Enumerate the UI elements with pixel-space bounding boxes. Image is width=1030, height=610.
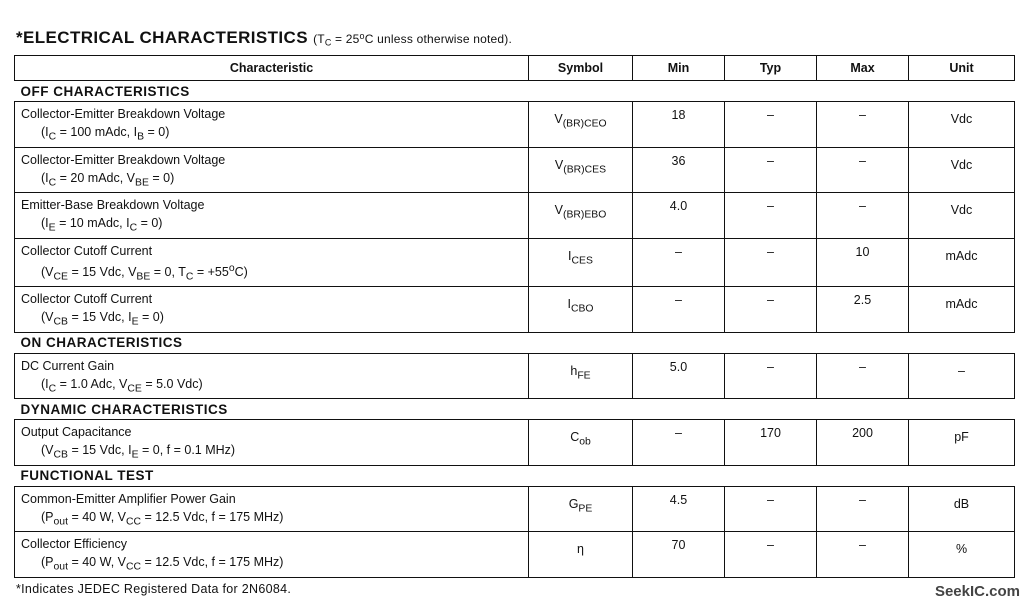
symbol: $h_{FE}$: [570, 363, 591, 382]
unit-value: Vdc: [950, 157, 973, 172]
cell-max: [817, 287, 909, 333]
min-value: –: [675, 426, 682, 441]
unit-value: –: [958, 363, 965, 378]
cell-min: [633, 238, 725, 287]
min-value: 4.0: [669, 199, 688, 213]
unit-value: dB: [953, 496, 970, 511]
max-value: –: [859, 538, 866, 553]
test-condition: ($V_{CE} = 15$ Vdc, $V_{BE} = 0$, $T_C = +55^oC$): [41, 262, 248, 283]
unit-value: mAdc: [945, 248, 978, 263]
cell-max: [817, 353, 909, 399]
cell-max: [817, 486, 909, 532]
cell-typ: [725, 102, 817, 148]
cell-min: [633, 486, 725, 532]
test-condition: ($I_C = 20$ mAdc, $V_{BE} = 0$): [41, 170, 175, 188]
cell-min: [633, 287, 725, 333]
symbol: $V_{(BR)CES}$: [554, 157, 607, 175]
cell-characteristic: [15, 238, 529, 287]
table-row: [15, 486, 1015, 532]
section-on: ON CHARACTERISTICS: [15, 332, 1015, 353]
min-value: –: [675, 293, 682, 308]
header-min: Min: [633, 56, 725, 81]
cell-min: [633, 147, 725, 193]
symbol: η: [577, 542, 584, 557]
cell-symbol: [529, 102, 633, 148]
header-max: Max: [817, 56, 909, 81]
table-row: [15, 353, 1015, 399]
section-dynamic: DYNAMIC CHARACTERISTICS: [15, 399, 1015, 420]
symbol: $I_{CBO}$: [567, 297, 594, 315]
max-value: –: [859, 359, 866, 374]
cell-min: [633, 532, 725, 578]
min-value: –: [675, 244, 682, 259]
cell-max: [817, 147, 909, 193]
typ-value: –: [767, 538, 774, 553]
table-row: [15, 238, 1015, 287]
cell-symbol: [529, 193, 633, 239]
cell-max: [817, 532, 909, 578]
max-value: 2.5: [853, 293, 872, 308]
typ-value: –: [767, 199, 774, 213]
cell-characteristic: [15, 193, 529, 239]
table-row: [15, 147, 1015, 193]
watermark: SeekIC.com: [934, 583, 1020, 600]
cell-characteristic: [15, 353, 529, 399]
cell-typ: [725, 147, 817, 193]
max-value: 10: [855, 244, 870, 259]
unit-value: Vdc: [950, 112, 973, 126]
test-condition: ($P_{out} = 40$ W, $V_{CC} = 12.5$ Vdc, f = 175 MHz): [41, 509, 284, 528]
characteristic-name: Collector Efficiency: [21, 537, 128, 552]
typ-value: 170: [760, 426, 781, 441]
header-typ: Typ: [725, 56, 817, 81]
title-main: *ELECTRICAL CHARACTERISTICS: [16, 28, 308, 47]
max-value: –: [859, 199, 866, 213]
min-value: 5.0: [669, 359, 688, 374]
cell-typ: [725, 532, 817, 578]
typ-value: –: [767, 153, 774, 168]
cell-typ: [725, 353, 817, 399]
test-condition: ($P_{out} = 40$ W, $V_{CC} = 12.5$ Vdc, f = 175 MHz): [41, 555, 284, 573]
symbol: $G_{PE}$: [568, 496, 593, 515]
characteristic-name: Common-Emitter Amplifier Power Gain: [21, 491, 236, 506]
unit-value: Vdc: [950, 203, 973, 217]
header-row: [15, 56, 1015, 81]
cell-unit: [909, 102, 1015, 148]
unit-value: %: [955, 542, 968, 557]
typ-value: –: [767, 108, 774, 122]
min-value: 36: [671, 153, 686, 168]
min-value: 18: [671, 108, 686, 122]
table-row: [15, 287, 1015, 333]
cell-unit: [909, 193, 1015, 239]
typ-value: –: [767, 293, 774, 308]
symbol: $I_{CES}$: [568, 248, 593, 266]
cell-max: [817, 102, 909, 148]
max-value: –: [859, 153, 866, 168]
cell-unit: [909, 532, 1015, 578]
footnote: *Indicates JEDEC Registered Data for 2N6084.: [16, 582, 292, 596]
symbol: $V_{(BR)EBO}$: [554, 203, 607, 221]
cell-max: [817, 193, 909, 239]
characteristic-name: Collector Cutoff Current: [21, 292, 153, 307]
symbol: $V_{(BR)CEO}$: [554, 112, 607, 130]
cell-unit: [909, 147, 1015, 193]
cell-symbol: [529, 238, 633, 287]
test-condition: ($V_{CB} = 15$ Vdc, $I_E = 0$): [41, 310, 164, 328]
cell-min: [633, 102, 725, 148]
cell-characteristic: [15, 102, 529, 148]
symbol: $C_{ob}$: [570, 430, 591, 448]
cell-unit: [909, 353, 1015, 399]
table-row: [15, 193, 1015, 239]
cell-symbol: [529, 147, 633, 193]
min-value: 4.5: [669, 492, 688, 507]
characteristic-name: Emitter-Base Breakdown Voltage: [21, 198, 205, 212]
max-value: –: [859, 108, 866, 122]
cell-typ: [725, 238, 817, 287]
cell-symbol: [529, 353, 633, 399]
title-condition: ($T_C = 25^oC$ unless otherwise noted).: [313, 30, 513, 48]
cell-symbol: [529, 287, 633, 333]
unit-value: pF: [954, 430, 969, 445]
typ-value: –: [767, 492, 774, 507]
electrical-characteristics-table: [14, 55, 1015, 578]
typ-value: –: [767, 244, 774, 259]
cell-max: [817, 238, 909, 287]
cell-characteristic: [15, 532, 529, 578]
section-functional: FUNCTIONAL TEST: [15, 465, 1015, 486]
table-title: [16, 28, 512, 48]
cell-typ: [725, 193, 817, 239]
cell-characteristic: [15, 147, 529, 193]
section-off: OFF CHARACTERISTICS: [15, 81, 1015, 102]
cell-min: [633, 353, 725, 399]
characteristic-name: Collector-Emitter Breakdown Voltage: [21, 107, 226, 121]
cell-characteristic: [15, 420, 529, 466]
cell-min: [633, 193, 725, 239]
cell-unit: [909, 287, 1015, 333]
cell-min: [633, 420, 725, 466]
cell-typ: [725, 420, 817, 466]
cell-symbol: [529, 532, 633, 578]
cell-unit: [909, 486, 1015, 532]
max-value: 200: [852, 426, 873, 441]
unit-value: mAdc: [945, 297, 978, 312]
cell-unit: [909, 238, 1015, 287]
characteristic-name: Collector Cutoff Current: [21, 243, 153, 258]
cell-unit: [909, 420, 1015, 466]
table-row: [15, 420, 1015, 466]
min-value: 70: [671, 538, 686, 553]
characteristic-name: Collector-Emitter Breakdown Voltage: [21, 152, 226, 167]
cell-characteristic: [15, 486, 529, 532]
characteristic-name: Output Capacitance: [21, 425, 132, 440]
cell-characteristic: [15, 287, 529, 333]
header-unit: Unit: [909, 56, 1015, 81]
table-row: [15, 102, 1015, 148]
header-symbol: Symbol: [529, 56, 633, 81]
cell-typ: [725, 486, 817, 532]
max-value: –: [859, 492, 866, 507]
test-condition: ($I_C = 1.0$ Adc, $V_{CE} = 5.0$ Vdc): [41, 376, 203, 395]
test-condition: ($V_{CB} = 15$ Vdc, $I_E = 0$, f = 0.1 MHz): [41, 443, 236, 461]
cell-typ: [725, 287, 817, 333]
cell-symbol: [529, 420, 633, 466]
cell-max: [817, 420, 909, 466]
table-row: [15, 532, 1015, 578]
test-condition: ($I_C = 100$ mAdc, $I_B = 0$): [41, 125, 170, 143]
test-condition: ($I_E = 10$ mAdc, $I_C = 0$): [41, 216, 163, 234]
characteristic-name: DC Current Gain: [21, 358, 115, 373]
cell-symbol: [529, 486, 633, 532]
header-characteristic: Characteristic: [15, 56, 529, 81]
typ-value: –: [767, 359, 774, 374]
